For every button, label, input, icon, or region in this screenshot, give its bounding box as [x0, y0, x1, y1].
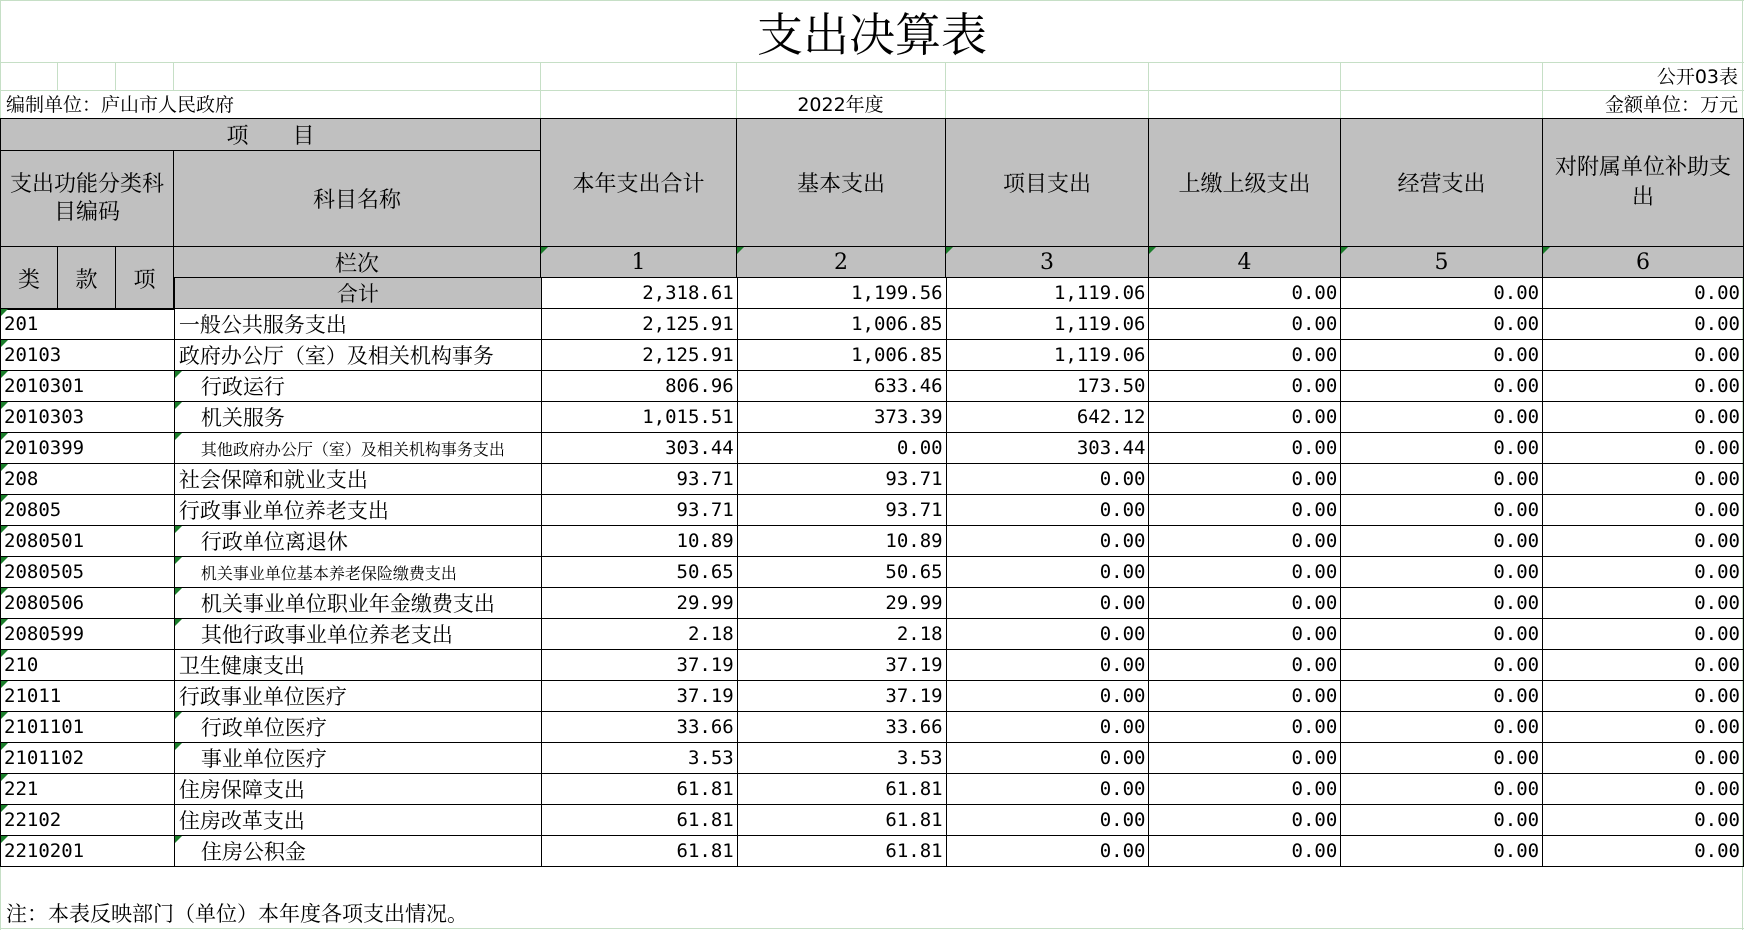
- subject-name: 一般公共服务支出: [174, 309, 541, 340]
- amount-cell-2: 93.71: [737, 495, 946, 526]
- total-value-3: 1,119.06: [946, 278, 1149, 309]
- subject-code-text: 21011: [4, 685, 62, 707]
- cell-marker: [1, 526, 8, 533]
- cell-marker: [946, 247, 953, 254]
- amount-cell-6: 0.00: [1543, 712, 1744, 743]
- col-number-5: 5: [1340, 246, 1543, 278]
- amount-cell-1: 29.99: [541, 588, 737, 619]
- amount-cell-5: 0.00: [1341, 526, 1543, 557]
- table-row: [1, 619, 1744, 650]
- gridline: [945, 63, 946, 118]
- amount-cell-1: 806.96: [541, 371, 737, 402]
- amount-cell-6: 0.00: [1543, 495, 1744, 526]
- header-function-code: 支出功能分类科目编码: [0, 150, 174, 247]
- cell-marker: [1, 588, 8, 595]
- amount-cell-5: 0.00: [1341, 495, 1543, 526]
- amount-cell-6: 0.00: [1543, 650, 1744, 681]
- amount-cell-4: 0.00: [1149, 650, 1341, 681]
- amount-cell-4: 0.00: [1149, 588, 1341, 619]
- cell-marker: [1, 619, 8, 626]
- header-col-business: 经营支出: [1340, 118, 1543, 247]
- amount-cell-5: 0.00: [1341, 805, 1543, 836]
- table-row: [1, 557, 1744, 588]
- table-row: [1, 371, 1744, 402]
- amount-cell-6: 0.00: [1543, 557, 1744, 588]
- col-number-2: 2: [736, 246, 946, 278]
- amount-cell-1: 3.53: [541, 743, 737, 774]
- amount-cell-4: 0.00: [1149, 433, 1341, 464]
- amount-cell-6: 0.00: [1543, 340, 1744, 371]
- cell-marker: [1, 774, 8, 781]
- subject-code: [1, 774, 175, 805]
- cell-marker: [1, 309, 8, 316]
- cell-marker: [541, 247, 548, 254]
- amount-cell-6: 0.00: [1543, 588, 1744, 619]
- total-code-cell: [1, 278, 175, 309]
- cell-marker: [1, 402, 8, 409]
- subject-code-text: 201: [4, 313, 39, 335]
- amount-cell-4: 0.00: [1149, 464, 1341, 495]
- gridline: [0, 928, 1744, 929]
- subject-code: [1, 619, 175, 650]
- amount-cell-2: 29.99: [737, 588, 946, 619]
- amount-cell-1: 1,015.51: [541, 402, 737, 433]
- subject-code: [1, 650, 175, 681]
- amount-cell-5: 0.00: [1341, 650, 1543, 681]
- cell-marker: [1, 805, 8, 812]
- amount-cell-5: 0.00: [1341, 309, 1543, 340]
- gridline: [115, 63, 116, 90]
- gridline: [57, 63, 58, 90]
- amount-cell-1: 37.19: [541, 681, 737, 712]
- subject-name: 机关事业单位基本养老保险缴费支出: [174, 557, 541, 588]
- table-row: [1, 526, 1744, 557]
- amount-cell-6: 0.00: [1543, 681, 1744, 712]
- cell-marker: [1, 712, 8, 719]
- amount-cell-1: 37.19: [541, 650, 737, 681]
- amount-cell-2: 373.39: [737, 402, 946, 433]
- cell-marker: [1, 650, 8, 657]
- amount-cell-2: 2.18: [737, 619, 946, 650]
- gridline: [540, 63, 541, 118]
- amount-cell-1: 2,125.91: [541, 309, 737, 340]
- amount-cell-4: 0.00: [1149, 743, 1341, 774]
- table-row: [1, 588, 1744, 619]
- amount-cell-1: 2,125.91: [541, 340, 737, 371]
- subject-code: [1, 309, 175, 340]
- amount-cell-5: 0.00: [1341, 557, 1543, 588]
- amount-cell-1: 50.65: [541, 557, 737, 588]
- header-xiang: 项: [115, 246, 174, 310]
- subject-name: 机关事业单位职业年金缴费支出: [174, 588, 541, 619]
- col-number-1: 1: [540, 246, 737, 278]
- cell-marker: [1543, 247, 1550, 254]
- amount-cell-5: 0.00: [1341, 743, 1543, 774]
- fiscal-year: 2022年度: [797, 94, 884, 116]
- subject-code-text: 20103: [4, 344, 62, 366]
- subject-code-text: 2080505: [4, 561, 85, 583]
- amount-unit: 金额单位：万元: [1604, 94, 1738, 116]
- table-row: [1, 836, 1744, 867]
- cell-marker: [737, 247, 744, 254]
- subject-code-text: 22102: [4, 809, 62, 831]
- table-row: [1, 743, 1744, 774]
- cell-marker: [1, 557, 8, 564]
- amount-cell-2: 61.81: [737, 774, 946, 805]
- cell-marker: [1, 340, 8, 347]
- amount-cell-2: 33.66: [737, 712, 946, 743]
- header-col-total: 本年支出合计: [540, 118, 737, 247]
- header-lei: 类: [0, 246, 58, 310]
- amount-cell-4: 0.00: [1149, 774, 1341, 805]
- subject-code-text: 2080506: [4, 592, 85, 614]
- amount-cell-2: 61.81: [737, 805, 946, 836]
- subject-code: [1, 588, 175, 619]
- amount-cell-2: 3.53: [737, 743, 946, 774]
- amount-cell-2: 633.46: [737, 371, 946, 402]
- total-row: [1, 278, 1744, 309]
- total-value-6: 0.00: [1543, 278, 1744, 309]
- header-col-basic: 基本支出: [736, 118, 946, 247]
- amount-cell-5: 0.00: [1341, 588, 1543, 619]
- cell-marker: [1149, 247, 1156, 254]
- amount-cell-5: 0.00: [1341, 433, 1543, 464]
- cell-marker: [1, 681, 8, 688]
- subject-name: 卫生健康支出: [174, 650, 541, 681]
- subject-code: [1, 464, 175, 495]
- amount-cell-4: 0.00: [1149, 495, 1341, 526]
- subject-name: 住房公积金: [174, 836, 541, 867]
- amount-cell-2: 37.19: [737, 650, 946, 681]
- amount-cell-3: 0.00: [946, 836, 1149, 867]
- gridline: [0, 90, 1744, 91]
- amount-cell-2: 10.89: [737, 526, 946, 557]
- amount-cell-4: 0.00: [1149, 805, 1341, 836]
- amount-cell-6: 0.00: [1543, 805, 1744, 836]
- amount-cell-3: 0.00: [946, 774, 1149, 805]
- subject-name: 其他行政事业单位养老支出: [174, 619, 541, 650]
- subject-name: 政府办公厅（室）及相关机构事务: [174, 340, 541, 371]
- amount-cell-1: 93.71: [541, 495, 737, 526]
- subject-code: [1, 557, 175, 588]
- amount-cell-3: 1,119.06: [946, 309, 1149, 340]
- cell-marker: [1, 495, 8, 502]
- subject-name: 行政事业单位养老支出: [174, 495, 541, 526]
- subject-code-text: 20805: [4, 499, 62, 521]
- amount-cell-1: 61.81: [541, 836, 737, 867]
- amount-cell-2: 0.00: [737, 433, 946, 464]
- cell-marker: [1, 836, 8, 843]
- total-value-2: 1,199.56: [737, 278, 946, 309]
- footnote: 注：本表反映部门（单位）本年度各项支出情况。: [6, 902, 468, 926]
- amount-cell-6: 0.00: [1543, 371, 1744, 402]
- subject-code-text: 208: [4, 468, 39, 490]
- amount-cell-2: 61.81: [737, 836, 946, 867]
- subject-name: 住房改革支出: [174, 805, 541, 836]
- amount-cell-3: 0.00: [946, 495, 1149, 526]
- table-row: [1, 774, 1744, 805]
- col-number-6: 6: [1542, 246, 1744, 278]
- table-row: [1, 340, 1744, 371]
- amount-cell-3: 0.00: [946, 805, 1149, 836]
- cell-marker: [1, 433, 8, 440]
- subject-name: 其他政府办公厅（室）及相关机构事务支出: [174, 433, 541, 464]
- amount-cell-4: 0.00: [1149, 836, 1341, 867]
- header-col-subsidy: 对附属单位补助支出: [1542, 118, 1744, 247]
- col-number-4: 4: [1148, 246, 1341, 278]
- table-row: [1, 650, 1744, 681]
- report-title: 支出决算表: [757, 8, 987, 62]
- amount-cell-3: 0.00: [946, 557, 1149, 588]
- gridline: [1542, 63, 1543, 118]
- subject-code-text: 2101101: [4, 716, 85, 738]
- gridline: [1148, 63, 1149, 118]
- amount-cell-1: 93.71: [541, 464, 737, 495]
- col-number-3: 3: [945, 246, 1149, 278]
- amount-cell-6: 0.00: [1543, 619, 1744, 650]
- subject-code: [1, 681, 175, 712]
- subject-name: 行政单位医疗: [174, 712, 541, 743]
- amount-cell-4: 0.00: [1149, 371, 1341, 402]
- amount-cell-3: 0.00: [946, 619, 1149, 650]
- gridline: [1340, 63, 1341, 118]
- amount-cell-1: 61.81: [541, 805, 737, 836]
- amount-cell-2: 1,006.85: [737, 340, 946, 371]
- amount-cell-3: 0.00: [946, 712, 1149, 743]
- subject-code-text: 2080599: [4, 623, 85, 645]
- amount-cell-5: 0.00: [1341, 836, 1543, 867]
- amount-cell-4: 0.00: [1149, 557, 1341, 588]
- amount-cell-1: 303.44: [541, 433, 737, 464]
- subject-code: [1, 340, 175, 371]
- amount-cell-4: 0.00: [1149, 309, 1341, 340]
- table-row: [1, 309, 1744, 340]
- table-row: [1, 402, 1744, 433]
- subject-code-text: 2210201: [4, 840, 85, 862]
- amount-cell-5: 0.00: [1341, 464, 1543, 495]
- amount-cell-5: 0.00: [1341, 619, 1543, 650]
- form-number: 公开03表: [1656, 66, 1738, 88]
- header-item: 项 目: [0, 118, 541, 151]
- table-row: [1, 805, 1744, 836]
- subject-code: [1, 433, 175, 464]
- header-col-project: 项目支出: [945, 118, 1149, 247]
- compiling-unit: 编制单位：庐山市人民政府: [6, 94, 235, 116]
- table-row: [1, 464, 1744, 495]
- amount-cell-6: 0.00: [1543, 743, 1744, 774]
- subject-code-text: 221: [4, 778, 39, 800]
- amount-cell-6: 0.00: [1543, 433, 1744, 464]
- cell-marker: [1, 464, 8, 471]
- subject-code: [1, 805, 175, 836]
- amount-cell-6: 0.00: [1543, 774, 1744, 805]
- amount-cell-1: 2.18: [541, 619, 737, 650]
- subject-code-text: 2080501: [4, 530, 85, 552]
- amount-cell-6: 0.00: [1543, 526, 1744, 557]
- table-row: [1, 495, 1744, 526]
- subject-code-text: 2101102: [4, 747, 85, 769]
- amount-cell-1: 10.89: [541, 526, 737, 557]
- amount-cell-5: 0.00: [1341, 402, 1543, 433]
- amount-cell-3: 642.12: [946, 402, 1149, 433]
- subject-code: [1, 402, 175, 433]
- amount-cell-4: 0.00: [1149, 340, 1341, 371]
- amount-cell-3: 0.00: [946, 681, 1149, 712]
- amount-cell-4: 0.00: [1149, 402, 1341, 433]
- cell-marker: [1341, 247, 1348, 254]
- amount-cell-6: 0.00: [1543, 309, 1744, 340]
- amount-cell-2: 50.65: [737, 557, 946, 588]
- expenditure-table: [0, 277, 1744, 867]
- amount-cell-3: 0.00: [946, 743, 1149, 774]
- header-col-upper: 上缴上级支出: [1148, 118, 1341, 247]
- amount-cell-5: 0.00: [1341, 340, 1543, 371]
- subject-code-text: 210: [4, 654, 39, 676]
- amount-cell-1: 33.66: [541, 712, 737, 743]
- table-row: [1, 712, 1744, 743]
- subject-name: 事业单位医疗: [174, 743, 541, 774]
- amount-cell-3: 0.00: [946, 650, 1149, 681]
- subject-name: 行政事业单位医疗: [174, 681, 541, 712]
- total-value-5: 0.00: [1341, 278, 1543, 309]
- amount-cell-4: 0.00: [1149, 712, 1341, 743]
- amount-cell-6: 0.00: [1543, 402, 1744, 433]
- amount-cell-6: 0.00: [1543, 836, 1744, 867]
- subject-code: [1, 495, 175, 526]
- header-subject-name: 科目名称: [173, 150, 541, 247]
- subject-code: [1, 526, 175, 557]
- amount-cell-5: 0.00: [1341, 371, 1543, 402]
- amount-cell-1: 61.81: [541, 774, 737, 805]
- subject-code: [1, 371, 175, 402]
- subject-code-text: 2010303: [4, 406, 85, 428]
- subject-code: [1, 743, 175, 774]
- amount-cell-6: 0.00: [1543, 464, 1744, 495]
- amount-cell-4: 0.00: [1149, 526, 1341, 557]
- subject-name: 行政单位离退休: [174, 526, 541, 557]
- amount-cell-3: 303.44: [946, 433, 1149, 464]
- amount-cell-5: 0.00: [1341, 712, 1543, 743]
- subject-name: 机关服务: [174, 402, 541, 433]
- amount-cell-3: 0.00: [946, 464, 1149, 495]
- header-lanci: 栏次: [173, 246, 541, 278]
- total-label: 合计: [174, 278, 541, 309]
- amount-cell-5: 0.00: [1341, 681, 1543, 712]
- total-value-1: 2,318.61: [541, 278, 737, 309]
- table-body: [1, 278, 1744, 867]
- amount-cell-5: 0.00: [1341, 774, 1543, 805]
- subject-name: 住房保障支出: [174, 774, 541, 805]
- table-row: [1, 433, 1744, 464]
- subject-name: 社会保障和就业支出: [174, 464, 541, 495]
- amount-cell-2: 1,006.85: [737, 309, 946, 340]
- amount-cell-2: 93.71: [737, 464, 946, 495]
- table-row: [1, 681, 1744, 712]
- header-kuan: 款: [57, 246, 116, 310]
- cell-marker: [1, 743, 8, 750]
- subject-code: [1, 836, 175, 867]
- gridline: [173, 63, 174, 90]
- cell-marker: [1, 371, 8, 378]
- amount-cell-3: 1,119.06: [946, 340, 1149, 371]
- total-value-4: 0.00: [1149, 278, 1341, 309]
- amount-cell-3: 0.00: [946, 588, 1149, 619]
- amount-cell-4: 0.00: [1149, 619, 1341, 650]
- amount-cell-4: 0.00: [1149, 681, 1341, 712]
- subject-code-text: 2010301: [4, 375, 85, 397]
- subject-code: [1, 712, 175, 743]
- subject-name: 行政运行: [174, 371, 541, 402]
- amount-cell-2: 37.19: [737, 681, 946, 712]
- amount-cell-3: 0.00: [946, 526, 1149, 557]
- subject-code-text: 2010399: [4, 437, 85, 459]
- amount-cell-3: 173.50: [946, 371, 1149, 402]
